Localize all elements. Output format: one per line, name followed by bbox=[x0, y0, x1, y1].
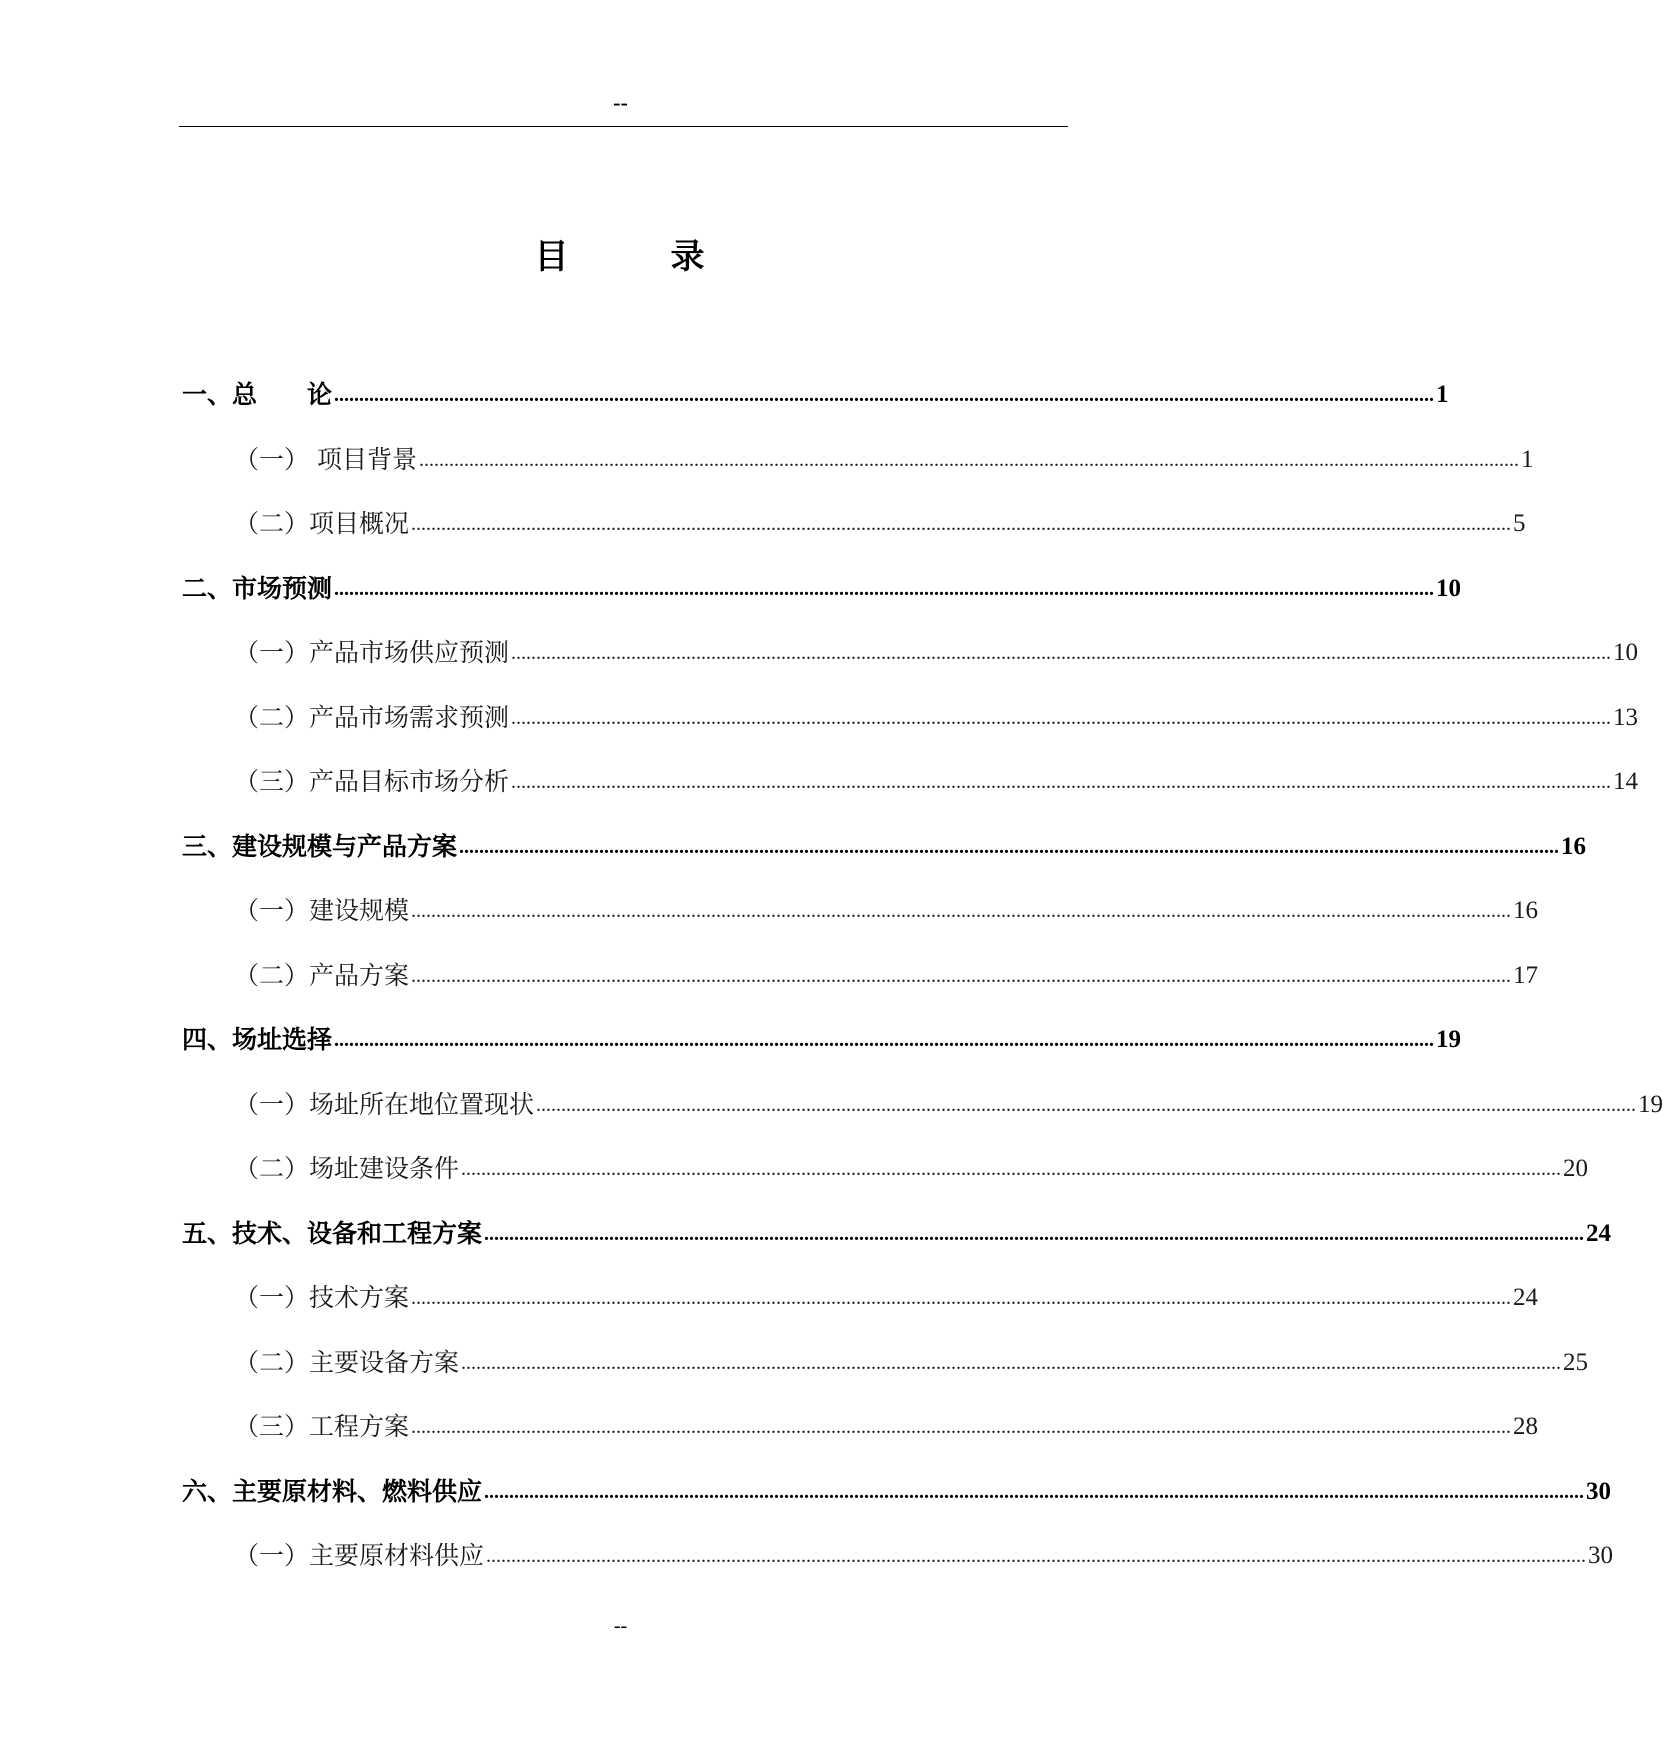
toc-entry-label: 二、市场预测 bbox=[182, 574, 333, 603]
toc-page-number: 30 bbox=[1588, 1542, 1614, 1569]
toc-dot-leader: ............................................................................................................................................................................................................................ bbox=[411, 900, 1512, 922]
toc-entry-label: （三）产品目标市场分析 bbox=[234, 767, 510, 796]
toc-page-number: 14 bbox=[1613, 768, 1639, 795]
toc-section-entry[interactable] bbox=[234, 501, 1526, 541]
toc-page-number: 19 bbox=[1638, 1091, 1663, 1118]
toc-dot-leader: ............................................................................................................................................................................................................................ bbox=[484, 1223, 1585, 1245]
toc-page-number: 1 bbox=[1436, 381, 1449, 408]
toc-entry-label: （一）产品市场供应预测 bbox=[234, 638, 510, 667]
toc-dot-leader: ............................................................................................................................................................................................................................ bbox=[461, 1352, 1562, 1374]
toc-entry-label: （二）场址建设条件 bbox=[234, 1154, 460, 1183]
toc-dot-leader: ............................................................................................................................................................................................................................ bbox=[334, 578, 1435, 600]
toc-page-number: 13 bbox=[1613, 704, 1639, 731]
toc-dot-leader: ............................................................................................................................................................................................................................ bbox=[511, 771, 1612, 793]
toc-title-char-1: 目 bbox=[534, 237, 571, 277]
toc-dot-leader: ............................................................................................................................................................................................................................ bbox=[461, 1158, 1562, 1180]
toc-chapter-entry[interactable] bbox=[182, 1211, 1612, 1251]
toc-section-entry[interactable] bbox=[234, 1404, 1539, 1444]
toc-dot-leader: ............................................................................................................................................................................................................................ bbox=[334, 384, 1435, 406]
toc-dot-leader: ............................................................................................................................................................................................................................ bbox=[411, 1416, 1512, 1438]
toc-section-entry[interactable] bbox=[234, 888, 1539, 928]
toc-page-number: 1 bbox=[1520, 446, 1534, 473]
toc-page-number: 24 bbox=[1586, 1220, 1612, 1247]
toc-entry-label: （一）主要原材料供应 bbox=[234, 1541, 485, 1570]
toc-page-number: 19 bbox=[1436, 1026, 1462, 1053]
toc-entry-label: 一、总 论 bbox=[182, 380, 333, 409]
toc-entry-label: （二）项目概况 bbox=[234, 509, 410, 538]
toc-entry-label: （一）建设规模 bbox=[234, 896, 410, 925]
toc-entry-label: （一） 项目背景 bbox=[234, 445, 417, 474]
toc-entry-label: 五、技术、设备和工程方案 bbox=[182, 1219, 483, 1248]
toc-page-number: 16 bbox=[1513, 897, 1539, 924]
toc-section-entry[interactable] bbox=[234, 437, 1534, 477]
toc-entry-label: 六、主要原材料、燃料供应 bbox=[182, 1477, 483, 1506]
toc-entry-label: （一）场址所在地位置现状 bbox=[234, 1090, 535, 1119]
toc-entry-label: （一）技术方案 bbox=[234, 1283, 410, 1312]
toc-entry-label: （二）产品市场需求预测 bbox=[234, 703, 510, 732]
toc-dot-leader: ............................................................................................................................................................................................................................ bbox=[536, 1094, 1637, 1116]
page-footer-mark: -- bbox=[613, 1615, 628, 1637]
toc-page-number: 10 bbox=[1436, 575, 1462, 602]
toc-page-number: 30 bbox=[1586, 1478, 1612, 1505]
toc-page-number: 24 bbox=[1513, 1284, 1539, 1311]
toc-chapter-entry[interactable] bbox=[182, 1469, 1612, 1509]
toc-chapter-entry[interactable] bbox=[182, 1017, 1462, 1057]
toc-dot-leader: ............................................................................................................................................................................................................................ bbox=[511, 642, 1612, 664]
toc-page-number: 17 bbox=[1513, 962, 1539, 989]
page-header-mark: -- bbox=[613, 90, 628, 115]
toc-dot-leader: ............................................................................................................................................................................................................................ bbox=[459, 836, 1560, 858]
toc-dot-leader: ............................................................................................................................................................................................................................ bbox=[334, 1029, 1435, 1051]
toc-page-number: 25 bbox=[1563, 1349, 1589, 1376]
toc-section-entry[interactable] bbox=[234, 1533, 1614, 1573]
toc-dot-leader: ............................................................................................................................................................................................................................ bbox=[411, 513, 1512, 535]
toc-section-entry[interactable] bbox=[234, 695, 1639, 735]
toc-chapter-entry[interactable] bbox=[182, 372, 1449, 412]
toc-dot-leader: ............................................................................................................................................................................................................................ bbox=[511, 707, 1612, 729]
toc-dot-leader: ............................................................................................................................................................................................................................ bbox=[411, 965, 1512, 987]
toc-section-entry[interactable] bbox=[234, 759, 1639, 799]
toc-entry-label: 三、建设规模与产品方案 bbox=[182, 832, 458, 861]
toc-chapter-entry[interactable] bbox=[182, 824, 1587, 864]
toc-entry-label: （三）工程方案 bbox=[234, 1412, 410, 1441]
toc-page-number: 28 bbox=[1513, 1413, 1539, 1440]
toc-dot-leader: ............................................................................................................................................................................................................................ bbox=[484, 1481, 1585, 1503]
toc-dot-leader: ............................................................................................................................................................................................................................ bbox=[486, 1545, 1587, 1567]
toc-section-entry[interactable] bbox=[234, 630, 1639, 670]
toc-entry-label: （二）产品方案 bbox=[234, 961, 410, 990]
toc-title bbox=[0, 233, 1241, 281]
toc-section-entry[interactable] bbox=[234, 1340, 1589, 1380]
toc-entry-label: （二）主要设备方案 bbox=[234, 1348, 460, 1377]
toc-chapter-entry[interactable] bbox=[182, 566, 1462, 606]
header-rule bbox=[179, 126, 1068, 127]
toc-page-number: 5 bbox=[1513, 510, 1526, 537]
toc-section-entry[interactable] bbox=[234, 1275, 1539, 1315]
toc-dot-leader: ............................................................................................................................................................................................................................ bbox=[418, 449, 1519, 471]
toc-page-number: 20 bbox=[1563, 1155, 1589, 1182]
toc-page-number: 16 bbox=[1561, 833, 1587, 860]
toc-entry-label: 四、场址选择 bbox=[182, 1025, 333, 1054]
toc-page-number: 10 bbox=[1613, 639, 1639, 666]
toc-dot-leader: ............................................................................................................................................................................................................................ bbox=[411, 1287, 1512, 1309]
toc-section-entry[interactable] bbox=[234, 1146, 1589, 1186]
toc-section-entry[interactable] bbox=[234, 1082, 1663, 1122]
toc-title-char-2: 录 bbox=[670, 237, 707, 277]
toc-section-entry[interactable] bbox=[234, 953, 1539, 993]
